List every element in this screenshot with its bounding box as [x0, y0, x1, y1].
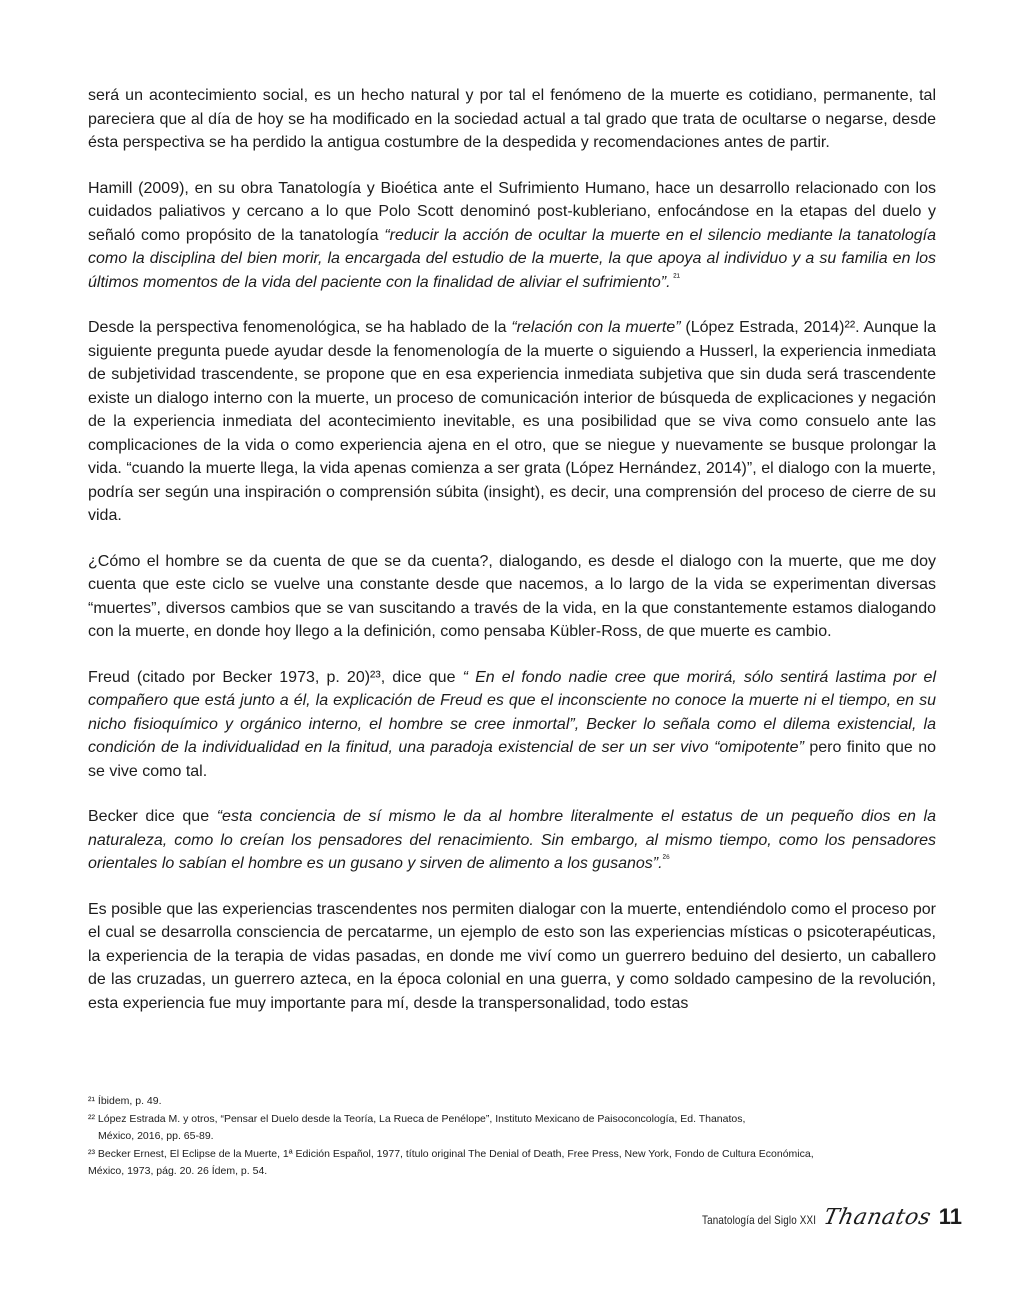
paragraph-text: (López Estrada, 2014)²². Aunque la siguiente pregunta puede ayudar desde la fenomenología de la muerte o siguiendo a Husserl, la experiencia inmediata de subjetividad trascendente, se propone que en esa experiencia inmediata subjetiva que sin duda será trascendente existe un dialogo interno con la muerte, un proceso de comunicación interior de búsqueda de explicaciones y negación de la experiencia inmediata del acontecimiento inevitable, es una posibilidad que se viva como consuelo ante las complicaciones de la vida o como experiencia ajena en el otro, que se niegue y nuevamente se busque prolongar la vida. “cuando la muerte llega, la vida apenas comienza a ser grata (López Hernández, 2014)”, el dialogo con la muerte, podría ser según una inspiración o comprensión súbita (insight), es decir, una comprensión del proceso de cierre de su vida. [88, 319, 936, 524]
page-footer [677, 1204, 962, 1230]
paragraph-text: Becker dice que [88, 808, 217, 825]
quotation-text: “relación con la muerte” [511, 319, 681, 336]
paragraph-text: será un acontecimiento social, es un hecho natural y por tal el fenómeno de la muerte es cotidiano, permanente, tal pareciera que al día de hoy se ha modificado en la sociedad actual a tal grado que trata de ocultarse o negarse, desde ésta perspectiva se ha perdido la antigua costumbre de la despedida y recomendaciones antes de partir. [88, 87, 936, 151]
footnote-21: ²¹ Íbidem, p. 49. [88, 1095, 162, 1107]
paragraph-text: ¿Cómo el hombre se da cuenta de que se da cuenta?, dialogando, es desde el dialogo con la muerte, que me doy cuenta que este ciclo se vuelve una constante desde que nacemos, a lo largo de la vida se experimentan diversas “muertes”, diversos cambios que se van suscitando a través de la vida, en la que constantemente estamos dialogando con la muerte, en donde hoy llego a la definición, como pensaba Kübler-Ross, de que muerte es cambio. [88, 552, 936, 640]
journal-label: Tanatología del Siglo XXI [702, 1213, 817, 1227]
footnotes [88, 1093, 948, 1181]
article-body [88, 84, 936, 1037]
quotation-text: “ En el fondo nadie cree que morirá, sólo sentirá lastima por el compañero que está junto a él, la explicación de Freud es que el inconsciente no conoce la muerte ni el tiempo, en su nicho fisioquímico y orgánico interno, el hombre se cree inmortal”, Becker lo señala como el dilema existencial, la condición de la individualidad en la finitud, una paradoja existencial de ser un ser vivo “omipotente” [88, 668, 936, 756]
paragraph [88, 898, 936, 1016]
quotation-text: “reducir la acción de ocultar la muerte en el silencio mediante la tanatología como la disciplina del bien morir, la encargada del estudio de la muerte, la que apoya al individuo y a su familia en los últimos momentos de la vida del paciente con la finalidad de aliviar el sufrimiento”. [88, 226, 936, 291]
footnote-23-continued: México, 1973, pág. 20. 26 Ídem, p. 54. [88, 1165, 268, 1178]
footnote-reference: ²¹ [670, 272, 680, 284]
footnote-22: ²² López Estrada M. y otros, “Pensar el Duelo desde la Teoría, La Rueca de Penélope”, Instituto Mexicano de Paisoconcología, Ed. Thanatos, [88, 1112, 746, 1125]
paragraph-text: Desde la perspectiva fenomenológica, se ha hablado de la [88, 319, 512, 336]
paragraph [88, 666, 936, 784]
paragraph-text: pero finito que no se vive como tal. [88, 739, 937, 780]
paragraph [88, 84, 936, 155]
paragraph [88, 550, 936, 644]
footnote-23: ²³ Becker Ernest, El Eclipse de la Muerte, 1ª Edición Español, 1977, título original The Denial of Death, Free Press, New York, Fondo de Cultura Económica, [88, 1147, 814, 1160]
footnote-22-continued: México, 2016, pp. 65-89. [98, 1130, 214, 1143]
paragraph [88, 316, 936, 528]
journal-brand-logo: Thanatos [821, 1205, 934, 1230]
paragraph [88, 805, 936, 876]
paragraph-text: Freud (citado por Becker 1973, p. 20)²³, dice que [88, 668, 463, 686]
paragraph-text: Es posible que las experiencias trascendentes nos permiten dialogar con la muerte, entendiéndolo como el proceso por el cual se desarrolla consciencia de percatarme, un ejemplo de esto son las experiencias místicas o psicoterapéuticas, la experiencia de la terapia de vidas pasadas, en donde me viví como un guerrero beduino del desierto, un caballero de las cruzadas, un guerrero azteca, en la época colonial en una guerra, y como soldado campesino de la revolución, esta experiencia fue muy importante para mí, desde la transpersonalidad, todo estas [88, 900, 936, 1012]
page-number: 11 [938, 1204, 962, 1229]
footnote-reference: ²⁶ [662, 853, 671, 865]
quotation-text: “esta conciencia de sí mismo le da al hombre literalmente el estatus de un pequeño dios en la naturaleza, como lo creían los pensadores del renacimiento. Sin embargo, al mismo tiempo, como los pensadores orientales lo sabían el hombre es un gusano y sirven de alimento a los gusanos”. [88, 808, 936, 872]
paragraph-text: Hamill (2009), en su obra Tanatología y Bioética ante el Sufrimiento Humano, hace un desarrollo relacionado con los cuidados paliativos y cercano a lo que Polo Scott denominó post-kubleriano, enfocándose en la etapas del duelo y señaló como propósito de la tanatología [88, 179, 936, 244]
paragraph [88, 177, 936, 295]
